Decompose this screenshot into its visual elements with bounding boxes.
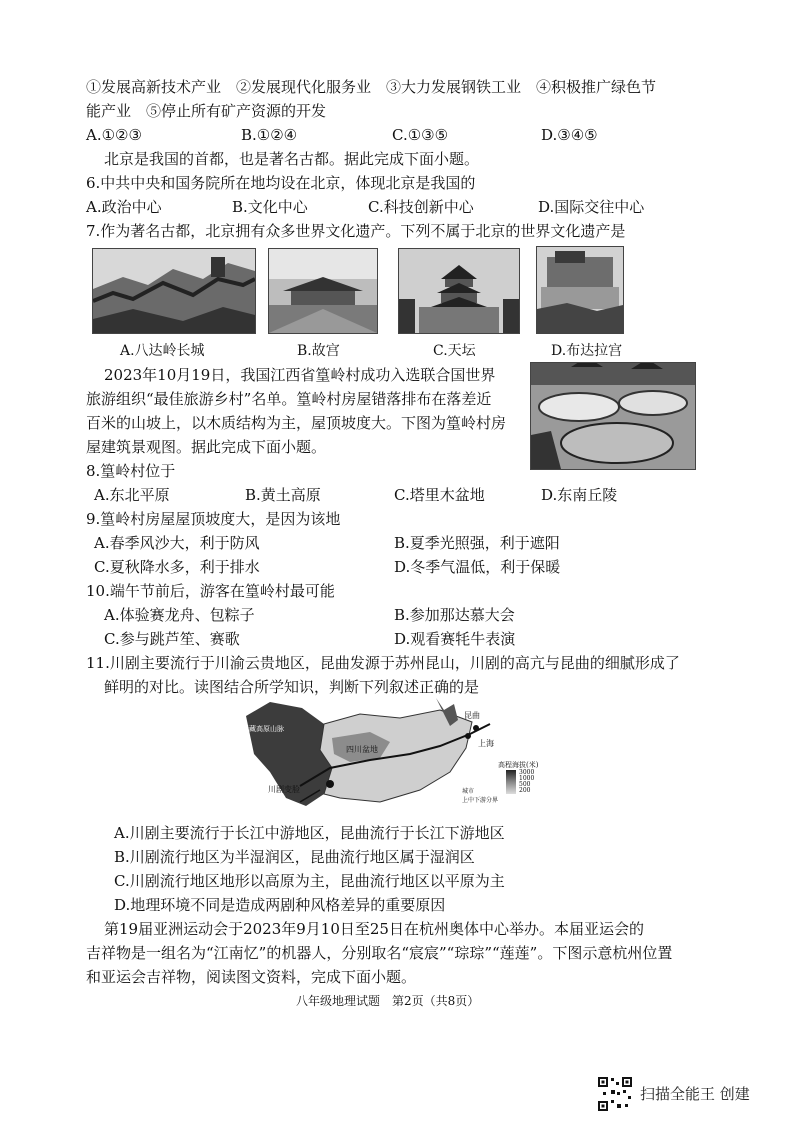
q8-option-c: C.塔里木盆地 — [394, 486, 485, 504]
q11-option-a: A.川剧主要流行于长江中游地区，昆曲流行于长江下游地区 — [114, 824, 505, 842]
q7-option-a: A.八达岭长城 — [120, 343, 205, 359]
qr-code-icon — [597, 1076, 633, 1112]
q10-stem: 10.端午节前后，游客在篁岭村最可能 — [86, 582, 335, 600]
q11-option-d: D.地理环境不同是造成两剧种风格差异的重要原因 — [114, 896, 446, 914]
q8-option-b: B.黄土高原 — [245, 486, 321, 504]
intro-asiangames-l2: 吉祥物是一组名为“江南忆”的机器人，分别取名“宸宸”“琮琮”“莲莲”。下图示意杭州位置 — [86, 944, 673, 962]
q7-option-b: B.故宫 — [297, 343, 340, 359]
map-legend-river: 上中下游分界 — [462, 797, 499, 804]
map-legend-title: 高程海拔(米) — [498, 761, 539, 769]
scanner-brand-label: 扫描全能王 创建 — [640, 1085, 750, 1103]
q5-option-b: B.①②④ — [241, 126, 298, 144]
q8-stem: 8.篁岭村位于 — [86, 462, 176, 480]
potala-palace-photo — [536, 246, 624, 334]
map-legend-scale — [506, 770, 516, 794]
intro-huangling-l4: 屋建筑景观图。据此完成下面小题。 — [86, 438, 327, 456]
q5-options-line1: ①发展高新技术产业 ②发展现代化服务业 ③大力发展钢铁工业 ④积极推广绿色节 — [86, 78, 657, 96]
q9-option-b: B.夏季光照强，利于遮阳 — [394, 534, 560, 552]
q6-option-d: D.国际交往中心 — [538, 198, 645, 216]
q5-options-line2: 能产业 ⑤停止所有矿产资源的开发 — [86, 102, 327, 120]
q7-option-d: D.布达拉宫 — [551, 343, 623, 359]
q5-option-a: A.①②③ — [86, 126, 142, 144]
map-legend-value-3: 200 — [519, 787, 531, 794]
intro-beijing: 北京是我国的首都，也是著名古都。据此完成下面小题。 — [104, 150, 480, 168]
intro-asiangames-l1: 第19届亚洲运动会于2023年9月10日至25日在杭州奥体中心举办。本届亚运会的 — [104, 920, 644, 938]
map-legend-value-0: 3000 — [519, 769, 535, 776]
q11-option-b: B.川剧流行地区为半湿润区，昆曲流行地区属于湿润区 — [114, 848, 475, 866]
q5-option-c: C.①③⑤ — [392, 126, 449, 144]
q6-option-b: B.文化中心 — [232, 198, 308, 216]
q10-option-c: C.参与跳芦笙、赛歌 — [104, 630, 240, 648]
q10-option-b: B.参加那达慕大会 — [394, 606, 515, 624]
intro-huangling-l2: 旅游组织“最佳旅游乡村”名单。篁岭村房屋错落排布在落差近 — [86, 390, 492, 408]
map-label-chuanju: 川剧变脸 — [268, 785, 300, 794]
q10-option-a: A.体验赛龙舟、包粽子 — [104, 606, 255, 624]
forbidden-city-photo — [268, 248, 378, 334]
map-label-shanghai: 上海 — [478, 739, 494, 748]
q11-option-c: C.川剧流行地区地形以高原为主，昆曲流行地区以平原为主 — [114, 872, 505, 890]
q9-option-c: C.夏秋降水多，利于排水 — [94, 558, 260, 576]
q7-option-c: C.天坛 — [433, 343, 476, 359]
intro-asiangames-l3: 和亚运会吉祥物，阅读图文资料，完成下面小题。 — [86, 968, 417, 986]
intro-huangling-l3: 百米的山坡上，以木质结构为主，屋顶坡度大。下图为篁岭村房 — [86, 414, 507, 432]
q6-option-a: A.政治中心 — [86, 198, 162, 216]
map-label-kunqu: 昆曲 — [464, 711, 480, 720]
page-footer: 八年级地理试题 第2页（共8页） — [296, 994, 480, 1008]
q5-option-d: D.③④⑤ — [541, 126, 598, 144]
q9-option-d: D.冬季气温低，利于保暖 — [394, 558, 561, 576]
q9-option-a: A.春季风沙大，利于防风 — [94, 534, 260, 552]
q11-stem-line2: 鲜明的对比。读图结合所学知识，判断下列叙述正确的是 — [104, 678, 480, 696]
q8-option-d: D.东南丘陵 — [541, 486, 618, 504]
q9-stem: 9.篁岭村房屋屋顶坡度大，是因为该地 — [86, 510, 341, 528]
q8-option-a: A.东北平原 — [94, 486, 170, 504]
q6-option-c: C.科技创新中心 — [368, 198, 474, 216]
opera-region-map — [240, 698, 550, 810]
q6-stem: 6.中共中央和国务院所在地均设在北京，体现北京是我国的 — [86, 174, 476, 192]
map-label-sichuan: 四川盆地 — [346, 745, 378, 754]
map-legend-value-1: 1000 — [519, 775, 535, 782]
q11-stem-line1: 11.川剧主要流行于川渝云贵地区，昆曲发源于苏州昆山，川剧的高亢与昆曲的细腻形成了 — [86, 654, 680, 672]
temple-of-heaven-photo — [398, 248, 520, 334]
great-wall-photo — [92, 248, 256, 334]
huangling-village-photo — [530, 362, 696, 470]
intro-huangling-l1: 2023年10月19日，我国江西省篁岭村成功入选联合国世界 — [104, 366, 496, 384]
map-legend-value-2: 500 — [519, 781, 531, 788]
q7-stem: 7.作为著名古都，北京拥有众多世界文化遗产。下列不属于北京的世界文化遗产是 — [86, 222, 626, 240]
q10-option-d: D.观看赛牦牛表演 — [394, 630, 516, 648]
map-label-plateau: 青藏高原山脉 — [242, 725, 284, 733]
map-legend-city: 城市 — [462, 788, 475, 795]
